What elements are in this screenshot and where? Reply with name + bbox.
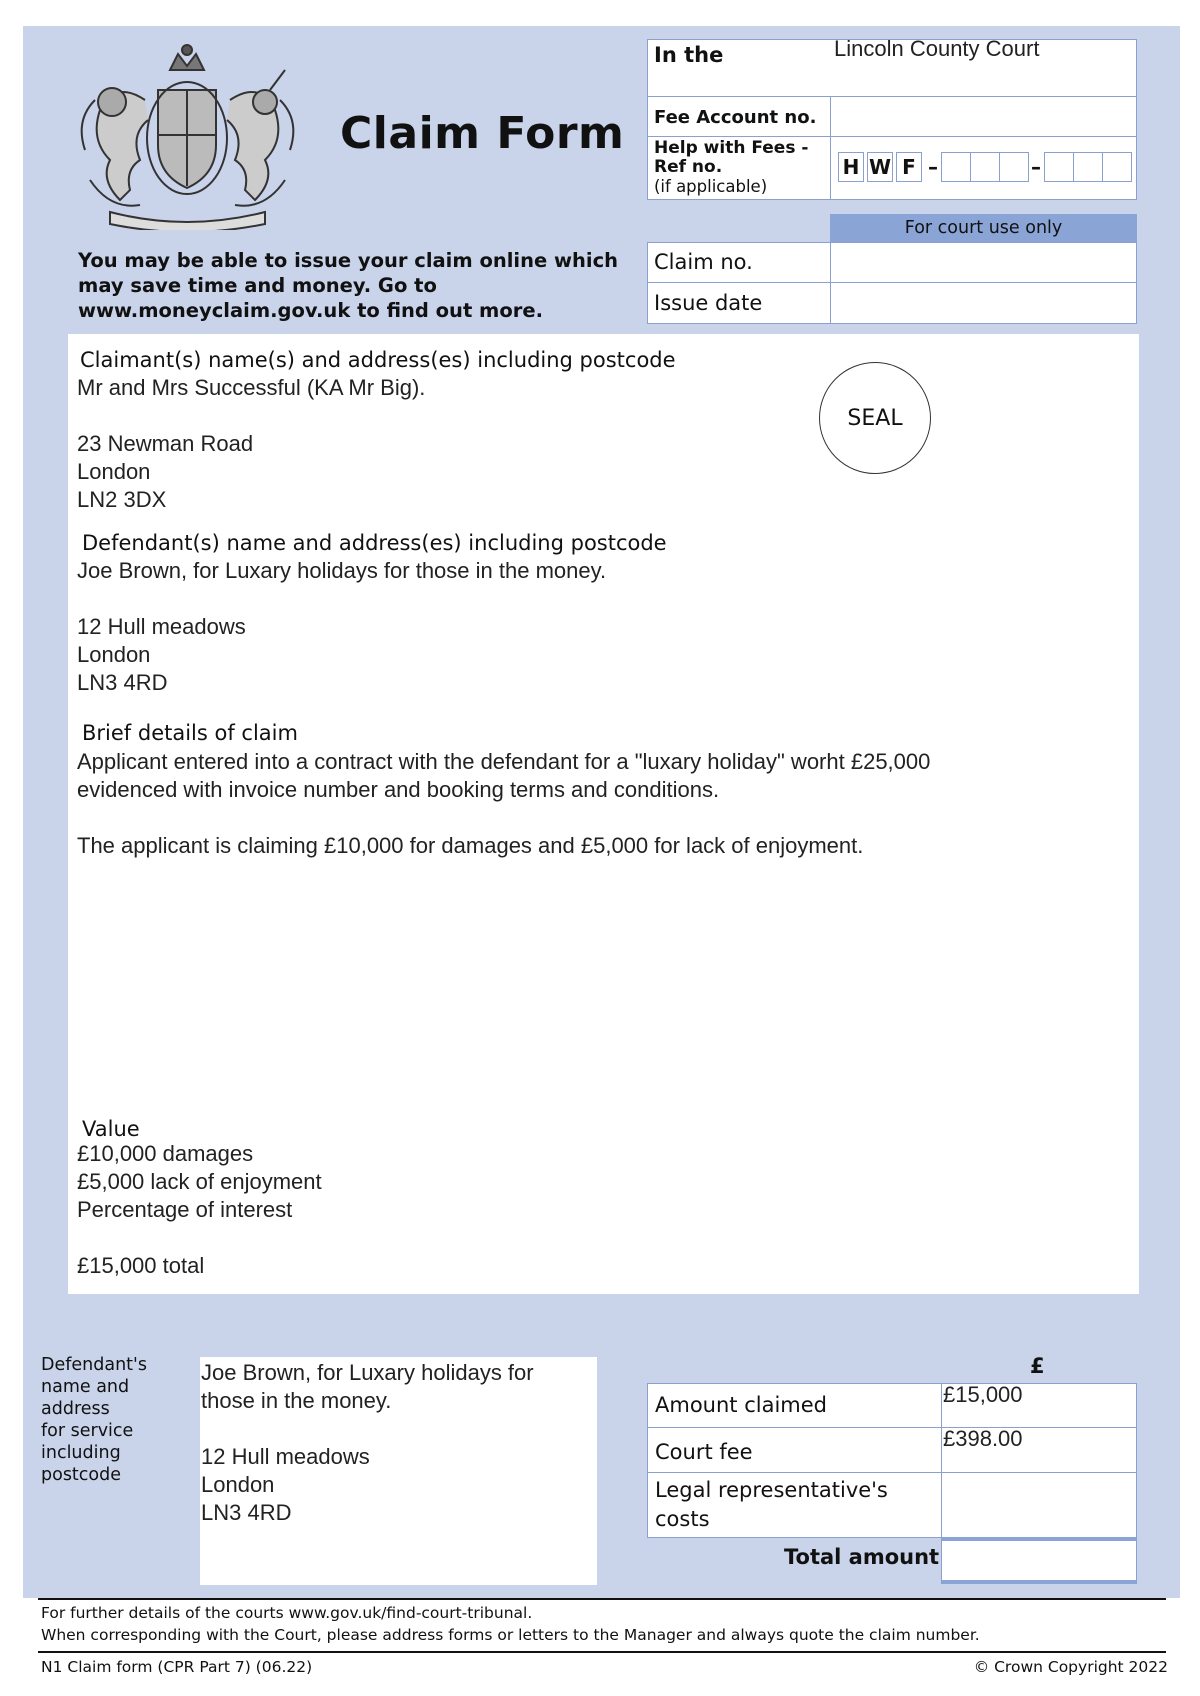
hwf-label-line1: Help with Fees -: [654, 138, 809, 158]
hwf-digit-box[interactable]: [1044, 152, 1074, 182]
total-amount-label: Total amount: [784, 1545, 940, 1569]
copyright: © Crown Copyright 2022: [973, 1658, 1168, 1676]
defendant-heading: Defendant(s) name and address(es) including postcode: [82, 531, 667, 555]
hwf-digit-box[interactable]: [999, 152, 1029, 182]
claim-no-field[interactable]: [830, 242, 1137, 284]
total-amount-field[interactable]: [941, 1537, 1137, 1584]
in-the-label: In the: [654, 43, 724, 67]
footer-line-2: When corresponding with the Court, please address forms or letters to the Manager and always quote the claim number.: [41, 1626, 980, 1644]
court-name-field[interactable]: Lincoln County Court: [834, 36, 1040, 61]
value-field[interactable]: £10,000 damages £5,000 lack of enjoyment Percentage of interest £15,000 total: [77, 1141, 322, 1278]
issue-date-field[interactable]: [830, 282, 1137, 324]
online-notice: You may be able to issue your claim online which may save time and money. Go to www.moneyclaim.gov.uk to find out more.: [78, 249, 619, 322]
court-fee-value: £398.00: [943, 1426, 1023, 1451]
form-title: Claim Form: [340, 108, 625, 159]
claim-no-label: Claim no.: [654, 250, 753, 274]
claimant-details-field[interactable]: Mr and Mrs Successful (KA Mr Big). 23 Newman Road London LN2 3DX: [77, 375, 426, 512]
hwf-letter-h: H: [838, 152, 864, 182]
footer-top-rule: [38, 1598, 1166, 1600]
hwf-dash-2: –: [1031, 155, 1041, 179]
court-use-banner: [830, 214, 1137, 242]
claimant-heading: Claimant(s) name(s) and address(es) including postcode: [80, 348, 676, 372]
hwf-dash-1: –: [928, 155, 938, 179]
footer-bottom-rule: [38, 1651, 1166, 1653]
fee-account-field[interactable]: [830, 96, 1137, 138]
hwf-letter-f: F: [896, 152, 922, 182]
seal-circle: [819, 362, 931, 474]
service-address-label: Defendant's name and address for service including postcode: [41, 1355, 147, 1485]
fee-account-label: Fee Account no.: [654, 107, 817, 128]
footer-line-1: For further details of the courts www.gov.uk/find-court-tribunal.: [41, 1604, 533, 1622]
currency-header: £: [1030, 1354, 1045, 1378]
amount-claimed-value: £15,000: [943, 1382, 1023, 1407]
brief-details-field[interactable]: Applicant entered into a contract with the defendant for a "luxary holiday" worht £25,000 evidenced with invoice number and booking terms and conditions. The applicant is claiming £10,000 for damages and £5,000 for lack of enjoyment.: [77, 749, 931, 858]
service-address-field[interactable]: Joe Brown, for Luxary holidays for those in the money. 12 Hull meadows London LN3 4RD: [201, 1360, 534, 1525]
hwf-digit-box[interactable]: [1102, 152, 1132, 182]
value-heading: Value: [82, 1117, 140, 1141]
form-id: N1 Claim form (CPR Part 7) (06.22): [41, 1658, 313, 1676]
issue-date-label: Issue date: [654, 291, 763, 315]
hwf-letter-w: W: [867, 152, 893, 182]
hwf-label: [654, 139, 808, 196]
hwf-label-line2: Ref no.: [654, 157, 723, 177]
legal-costs-label: Legal representative's costs: [655, 1478, 888, 1531]
brief-details-heading: Brief details of claim: [82, 721, 298, 745]
court-use-banner-text: For court use only: [904, 218, 1063, 238]
court-fee-label: Court fee: [655, 1440, 753, 1464]
hwf-label-line3: (if applicable): [654, 177, 768, 196]
hwf-digit-box[interactable]: [941, 152, 971, 182]
seal-label: SEAL: [847, 406, 903, 431]
hwf-reference-input[interactable]: [838, 152, 1131, 182]
legal-costs-field[interactable]: [941, 1472, 1137, 1538]
hwf-digit-box[interactable]: [970, 152, 1000, 182]
defendant-details-field[interactable]: Joe Brown, for Luxary holidays for those in the money. 12 Hull meadows London LN3 4RD: [77, 558, 607, 695]
amount-claimed-label: Amount claimed: [655, 1393, 827, 1417]
royal-crest-icon: [70, 40, 305, 230]
hwf-digit-box[interactable]: [1073, 152, 1103, 182]
